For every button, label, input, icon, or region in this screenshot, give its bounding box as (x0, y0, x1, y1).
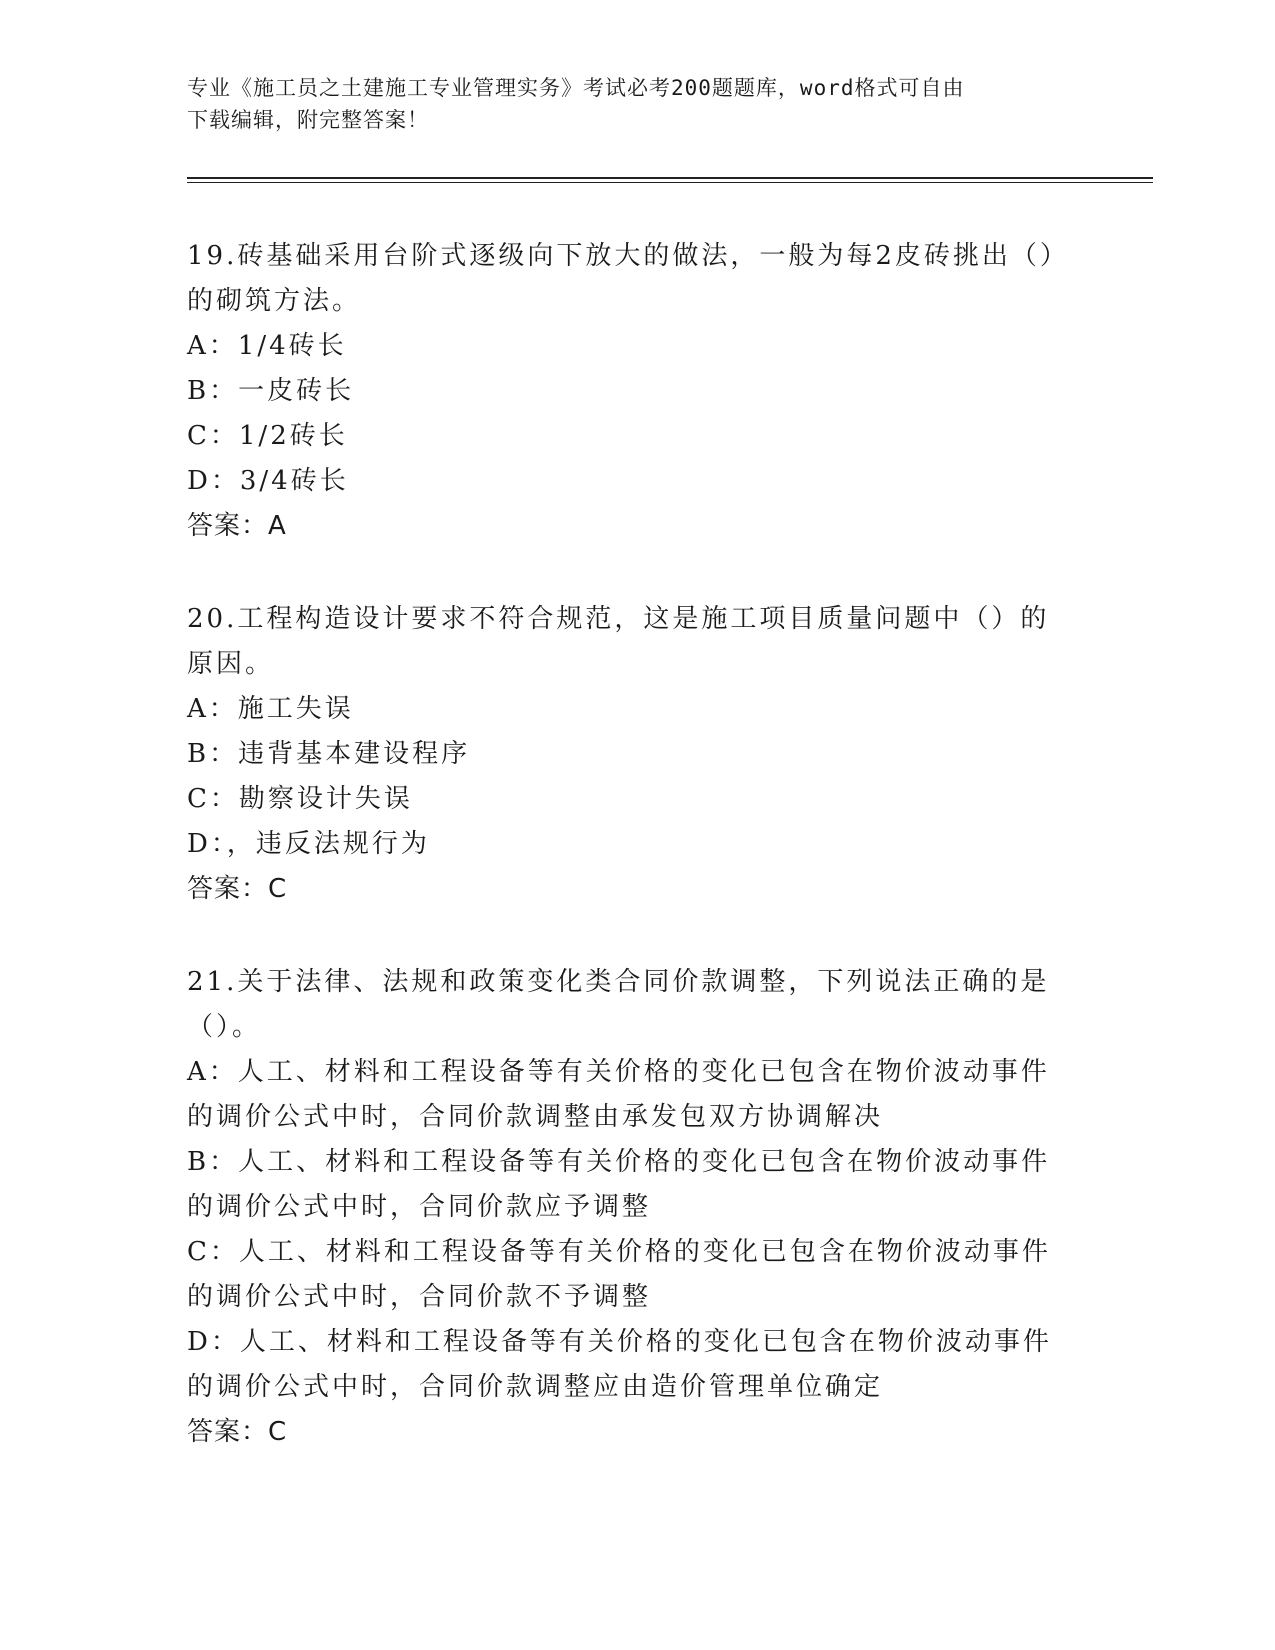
option-c: C：人工、材料和工程设备等有关价格的变化已包含在物价波动事件的调价公式中时，合同价款不予调整 (187, 1237, 1051, 1312)
question-19 (187, 234, 1077, 549)
question-20 (187, 597, 1077, 912)
option-a: A：1/4砖长 (187, 331, 347, 361)
header-line-2: 下载编辑，附完整答案！ (187, 108, 429, 132)
document-header (187, 72, 1067, 136)
option-b: B：一皮砖长 (187, 376, 355, 406)
option-b: B：违背基本建设程序 (187, 739, 471, 769)
option-b: B：人工、材料和工程设备等有关价格的变化已包含在物价波动事件的调价公式中时，合同价款应予调整 (187, 1147, 1051, 1222)
option-c: C：1/2砖长 (187, 421, 348, 451)
question-stem: 20.工程构造设计要求不符合规范，这是施工项目质量问题中（）的原因。 (187, 604, 1050, 679)
option-d: D：，违反法规行为 (187, 829, 430, 859)
question-21 (187, 960, 1077, 1455)
option-c: C：勘察设计失误 (187, 784, 413, 814)
question-stem: 19.砖基础采用台阶式逐级向下放大的做法，一般为每2皮砖挑出（）的砌筑方法。 (187, 241, 1069, 316)
answer-label: 答案：C (187, 1417, 288, 1447)
option-d: D：3/4砖长 (187, 466, 349, 496)
question-stem: 21.关于法律、法规和政策变化类合同价款调整，下列说法正确的是（）。 (187, 967, 1050, 1042)
option-a: A：人工、材料和工程设备等有关价格的变化已包含在物价波动事件的调价公式中时，合同价款调整由承发包双方协调解决 (187, 1057, 1050, 1132)
answer-label: 答案：C (187, 874, 288, 904)
answer-label: 答案：A (187, 511, 287, 541)
header-line-1: 专业《施工员之土建施工专业管理实务》考试必考200题题库，word格式可自由 (187, 76, 965, 100)
option-a: A：施工失误 (187, 694, 354, 724)
header-divider-thick (187, 177, 1153, 179)
header-divider-thin (187, 182, 1153, 183)
option-d: D：人工、材料和工程设备等有关价格的变化已包含在物价波动事件的调价公式中时，合同价款调整应由造价管理单位确定 (187, 1327, 1052, 1402)
